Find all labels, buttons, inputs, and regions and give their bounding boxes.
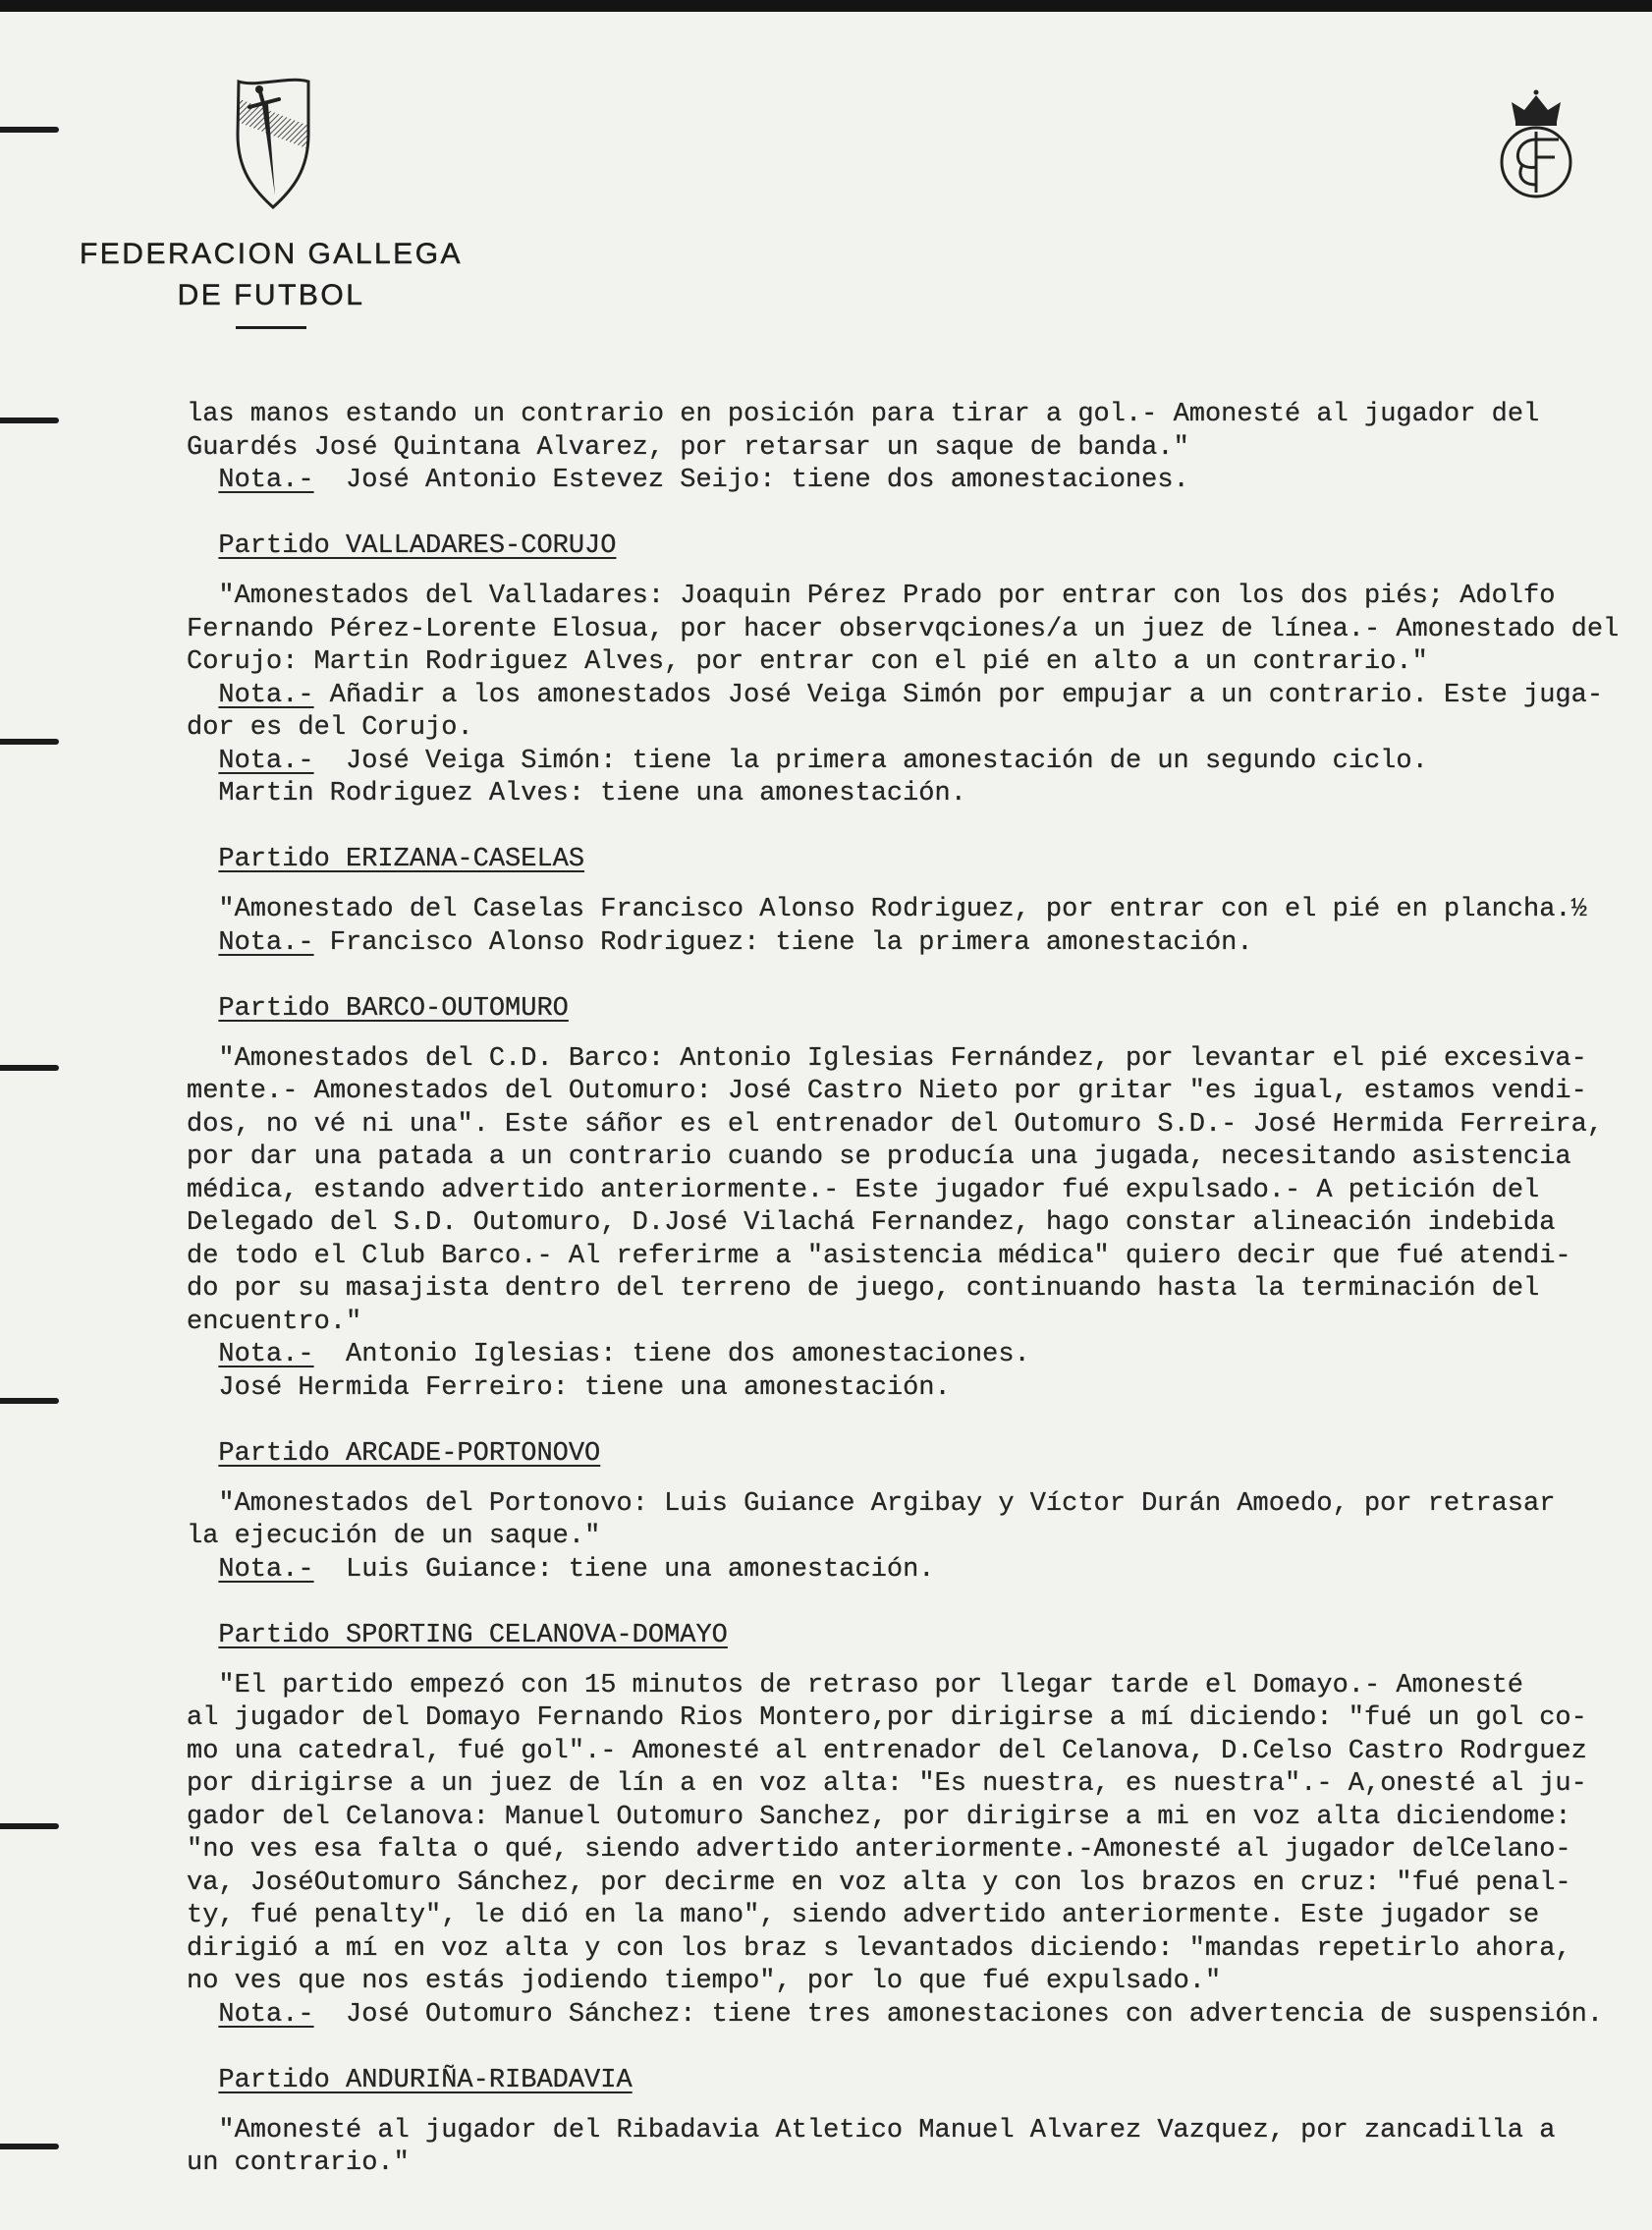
note-line: [187, 465, 1652, 498]
match-title: Partido SPORTING CELANOVA-DOMAYO: [218, 1620, 728, 1650]
binder-hole-mark: [0, 1065, 59, 1071]
binder-hole-mark: [0, 1823, 59, 1829]
text-line: mo una catedral, fué gol".- Amonesté al entrenador del Celanova, D.Celso Castro Rodrguez: [187, 1736, 1587, 1766]
note-label: Nota.-: [218, 1554, 314, 1585]
match-title: Partido ARCADE-PORTONOVO: [218, 1438, 601, 1469]
text-line: Fernando Pérez-Lorente Elosua, por hacer observqciones/a un juez de línea.- Amonestado del: [187, 614, 1620, 644]
match-title: Partido ANDURIÑA-RIBADAVIA: [218, 2065, 633, 2095]
match-title: Partido VALLADARES-CORUJO: [218, 531, 617, 561]
note-line: [187, 680, 1652, 713]
text-line: por dar una patada a un contrario cuando se producía una jugada, necesitando asistencia: [187, 1143, 1571, 1172]
text-line: las manos estando un contrario en posición para tirar a gol.- Amonesté al jugador del: [187, 400, 1540, 429]
note-line: [187, 927, 1652, 961]
note-text: Añadir a los amonestados José Veiga Simón por empujar a un contrario. Este juga-: [313, 680, 1604, 710]
section-heading: [187, 530, 1652, 564]
text-line: "Amonestados del Valladares: Joaquin Pérez Prado por entrar con los dos piés; Adolfo: [218, 582, 1556, 611]
binder-hole-mark: [0, 1398, 59, 1404]
note-text: Luis Guiance: tiene una amonestación.: [313, 1554, 935, 1585]
section-heading: [187, 2065, 1652, 2098]
text-line: va, JoséOutomuro Sánchez, por decirme en voz alta y con los brazos en cruz: "fué penal-: [187, 1868, 1571, 1898]
text-line: "Amonestados del C.D. Barco: Antonio Iglesias Fernández, por levantar el pié excesiva-: [218, 1043, 1587, 1074]
report-body: [187, 399, 1652, 2181]
text-line: Corujo: Martin Rodriguez Alves, por entrar con el pié en alto a un contrario.": [187, 647, 1428, 677]
rfef-crest-icon: [1496, 88, 1576, 200]
text-line: "Amonesté al jugador del Ribadavia Atletico Manuel Alvarez Vazquez, por zancadilla a: [218, 2115, 1556, 2146]
note-continuation: dor es del Corujo.: [187, 713, 473, 743]
note-line: [187, 1554, 1652, 1588]
note-label: Nota.-: [218, 1340, 314, 1369]
federation-shield-icon: [230, 74, 316, 211]
text-line: "Amonestados del Portonovo: Luis Guiance Argibay y Víctor Durán Amoedo, por retrasar: [218, 1488, 1556, 1519]
text-line: Guardés José Quintana Alvarez, por retarsar un saque de banda.": [187, 432, 1189, 463]
note-line: [187, 1999, 1652, 2033]
binder-hole-mark: [0, 418, 59, 423]
section-heading: [187, 1438, 1652, 1472]
note-text: Antonio Iglesias: tiene dos amonestaciones.: [313, 1340, 1030, 1369]
text-line: la ejecución de un saque.": [187, 1522, 601, 1551]
text-line: "El partido empezó con 15 minutos de retraso por llegar tarde el Domayo.- Amonesté: [218, 1670, 1524, 1700]
note-text: José Antonio Estevez Seijo: tiene dos amonestaciones.: [313, 466, 1189, 495]
note-label: Nota.-: [218, 1999, 314, 2030]
note-label: Nota.-: [218, 927, 314, 958]
scan-border: [0, 0, 1652, 12]
org-name-line2: DE FUTBOL: [177, 279, 365, 311]
section-heading: [187, 844, 1652, 877]
text-line: dos, no vé ni una". Este sáñor es el entrenador del Outomuro S.D.- José Hermida Ferreira,: [187, 1109, 1604, 1140]
text-line: gador del Celanova: Manuel Outomuro Sanchez, por dirigirse a mi en voz alta diciendome:: [187, 1802, 1571, 1832]
note-label: Nota.-: [218, 466, 314, 495]
binder-hole-mark: [0, 2144, 59, 2149]
federation-name: [55, 234, 487, 329]
note-extra-line: José Hermida Ferreiro: tiene una amonestación.: [218, 1372, 951, 1403]
text-line: "Amonestado del Caselas Francisco Alonso Rodriguez, por entrar con el pié en plancha.½: [218, 895, 1587, 924]
note-line: [187, 1339, 1652, 1372]
text-line: ty, fué penalty", le dió en la mano", siendo advertido anteriormente. Este jugador se: [187, 1901, 1540, 1930]
text-line: Delegado del S.D. Outomuro, D.José Vilachá Fernandez, hago constar alineación indebida: [187, 1208, 1556, 1238]
section-heading: [187, 993, 1652, 1027]
text-line: un contrario.": [187, 2148, 410, 2178]
text-line: por dirigirse a un juez de lín a en voz alta: "Es nuestra, es nuestra".- A,onesté al ju-: [187, 1769, 1587, 1799]
match-title: Partido BARCO-OUTOMURO: [218, 993, 569, 1024]
text-line: no ves que nos estás jodiendo tiempo", por lo que fué expulsado.": [187, 1967, 1222, 1996]
text-line: encuentro.": [187, 1307, 362, 1337]
note-text: José Veiga Simón: tiene la primera amonestación de un segundo ciclo.: [313, 746, 1428, 776]
note-line: [187, 746, 1652, 779]
note-label: Nota.-: [218, 746, 314, 776]
text-line: de todo el Club Barco.- Al referirme a "asistencia médica" quiero decir que fué atendi-: [187, 1241, 1571, 1271]
text-line: al jugador del Domayo Fernando Rios Montero,por dirigirse a mí diciendo: "fué un gol co-: [187, 1703, 1587, 1733]
note-label: Nota.-: [218, 680, 314, 710]
section-heading: [187, 1620, 1652, 1653]
text-line: mente.- Amonestados del Outomuro: José Castro Nieto por gritar "es igual, estamos vendi-: [187, 1077, 1587, 1106]
org-name-line1: FEDERACION GALLEGA: [79, 238, 464, 270]
binder-hole-mark: [0, 739, 59, 745]
binder-hole-mark: [0, 127, 59, 133]
match-title: Partido ERIZANA-CASELAS: [218, 845, 585, 874]
text-line: médica, estando advertido anteriormente.- Este jugador fué expulsado.- A petición del: [187, 1175, 1540, 1205]
note-text: José Outomuro Sánchez: tiene tres amonestaciones con advertencia de suspensión.: [313, 1999, 1604, 2030]
text-line: dirigió a mí en voz alta y con los braz s levantados diciendo: "mandas repetirlo ahora,: [187, 1933, 1571, 1964]
note-extra-line: Martin Rodriguez Alves: tiene una amonestación.: [218, 779, 966, 808]
note-text: Francisco Alonso Rodriguez: tiene la primera amonestación.: [313, 927, 1253, 958]
org-name-underline: [236, 326, 306, 329]
text-line: "no ves esa falta o qué, siendo advertido anteriormente.-Amonesté al jugador delCelano-: [187, 1835, 1571, 1865]
text-line: do por su masajista dentro del terreno de juego, continuando hasta la terminación del: [187, 1274, 1540, 1304]
